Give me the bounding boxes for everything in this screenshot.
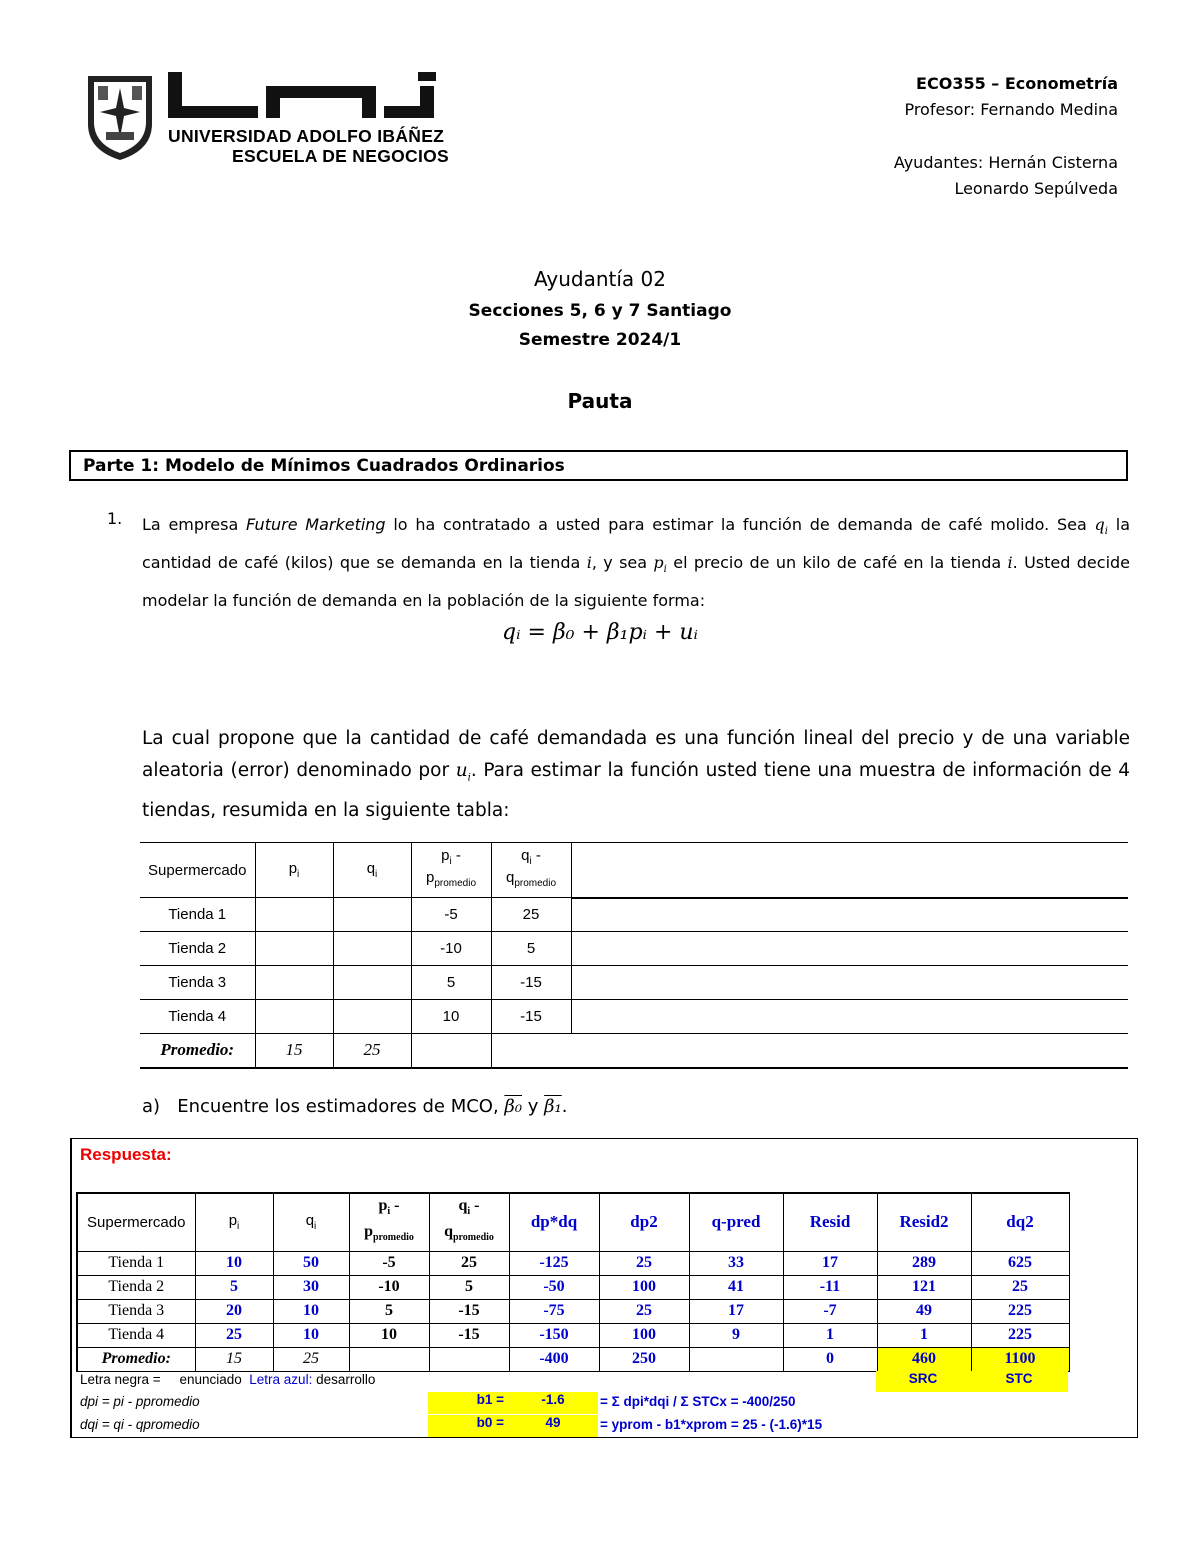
semester: Semestre 2024/1	[518, 330, 682, 350]
school-name: ESCUELA DE NEGOCIOS	[232, 146, 450, 166]
professor: Profesor: Fernando Medina	[904, 100, 1118, 119]
dpi-definition: dpi = pi - ppromedio	[80, 1394, 200, 1409]
table-row: Tienda 2 -10 5	[140, 932, 1128, 966]
col-header: $p_i$	[195, 1193, 273, 1251]
col-header: $p_i$ - $p_{promedio}$	[411, 843, 491, 898]
b0-label: b0 =	[428, 1415, 508, 1437]
university-name: UNIVERSIDAD ADOLFO IBÁÑEZ	[168, 126, 445, 146]
table-row-average: Promedio: 15 25	[140, 1034, 1128, 1068]
stc-value: 1100	[971, 1347, 1069, 1371]
b1-label: b1 =	[428, 1392, 508, 1414]
assistant-2: Leonardo Sepúlveda	[954, 179, 1118, 198]
question-number: 1.	[107, 509, 123, 528]
col-header: $q_i$ - $q_{promedio}$	[491, 843, 571, 898]
table-row: Tienda 1 10 50 -5 25 -125 25 33 17 289 625	[77, 1251, 1069, 1275]
src-value: 460	[877, 1347, 971, 1371]
course-code: ECO355 – Econometría	[916, 74, 1118, 93]
table-row: Tienda 3 20 10 5 -15 -75 25 17 -7 49 225	[77, 1299, 1069, 1323]
assistants: Ayudantes: Hernán Cisterna	[893, 153, 1118, 172]
table-row: Tienda 2 5 30 -10 5 -50 100 41 -11 121 25	[77, 1275, 1069, 1299]
src-label: SRC	[876, 1371, 970, 1392]
model-equation: qᵢ = β₀ + β₁pᵢ + uᵢ	[502, 620, 698, 645]
col-header: Resid	[783, 1193, 877, 1251]
dqi-definition: dqi = qi - qpromedio	[80, 1417, 200, 1432]
question1-text: La empresa Future Marketing lo ha contratado a usted para estimar la función de demanda de café molido. Sea $q_i$ la cantidad de café (kilos) que se demanda en la tienda i, y sea $p_i$ el precio de un kilo de café en la tienda i. Usted decide modelar la función de demanda en la población de la siguiente forma:	[142, 515, 1131, 611]
col-header: dp*dq	[509, 1193, 599, 1251]
col-header: $p_i$	[255, 843, 333, 898]
b1-formula: = Σ dpi*dqi / Σ STCx = -400/250	[600, 1394, 796, 1409]
col-header: $q_i$	[273, 1193, 349, 1251]
legend: Letra negra = enunciado Letra azul: desarrollo	[80, 1372, 376, 1387]
col-header: $q_i$	[333, 843, 411, 898]
table-row: Tienda 1 -5 25	[140, 898, 1128, 932]
table-row-average: Promedio: 15 25 -400 250 0 460 1100	[77, 1347, 1069, 1371]
col-header: $p_i$ - $p_{promedio}$	[349, 1193, 429, 1251]
table-row: Tienda 3 5 -15	[140, 966, 1128, 1000]
question1-paragraph2: La cual propone que la cantidad de café demandada es una función lineal del precio y de una variable aleatoria (error) denominado por $u_i$. Para estimar la función usted tiene una muestra de información de 4 tiendas, resumida en la siguiente tabla:	[142, 728, 1131, 821]
col-header: q-pred	[689, 1193, 783, 1251]
data-table	[140, 842, 1128, 1069]
b1-value: -1.6	[508, 1392, 598, 1414]
answer-table	[76, 1192, 1070, 1372]
col-header: Supermercado	[140, 843, 255, 898]
col-header: $q_i$ - $q_{promedio}$	[429, 1193, 509, 1251]
b0-formula: = yprom - b1*xprom = 25 - (-1.6)*15	[600, 1417, 823, 1432]
stc-label: STC	[970, 1371, 1068, 1392]
uai-logo-letters	[168, 72, 448, 118]
col-header: Resid2	[877, 1193, 971, 1251]
part1-heading: Parte 1: Modelo de Mínimos Cuadrados Ordinarios	[69, 450, 1128, 481]
doc-title: Ayudantía 02	[534, 267, 666, 291]
b0-value: 49	[508, 1415, 598, 1437]
table-row: Tienda 4 25 10 10 -15 -150 100 9 1 1 225	[77, 1323, 1069, 1347]
table-row: Tienda 4 10 -15	[140, 1000, 1128, 1034]
pauta: Pauta	[567, 389, 633, 413]
col-header: Supermercado	[77, 1193, 195, 1251]
col-header: dq2	[971, 1193, 1069, 1251]
answer-title: Respuesta:	[80, 1145, 172, 1164]
sections: Secciones 5, 6 y 7 Santiago	[468, 301, 732, 321]
university-crest-icon	[84, 72, 156, 162]
subquestion-a: a) Encuentre los estimadores de MCO, β₀ y β₁.	[142, 1096, 568, 1117]
col-header: dp2	[599, 1193, 689, 1251]
